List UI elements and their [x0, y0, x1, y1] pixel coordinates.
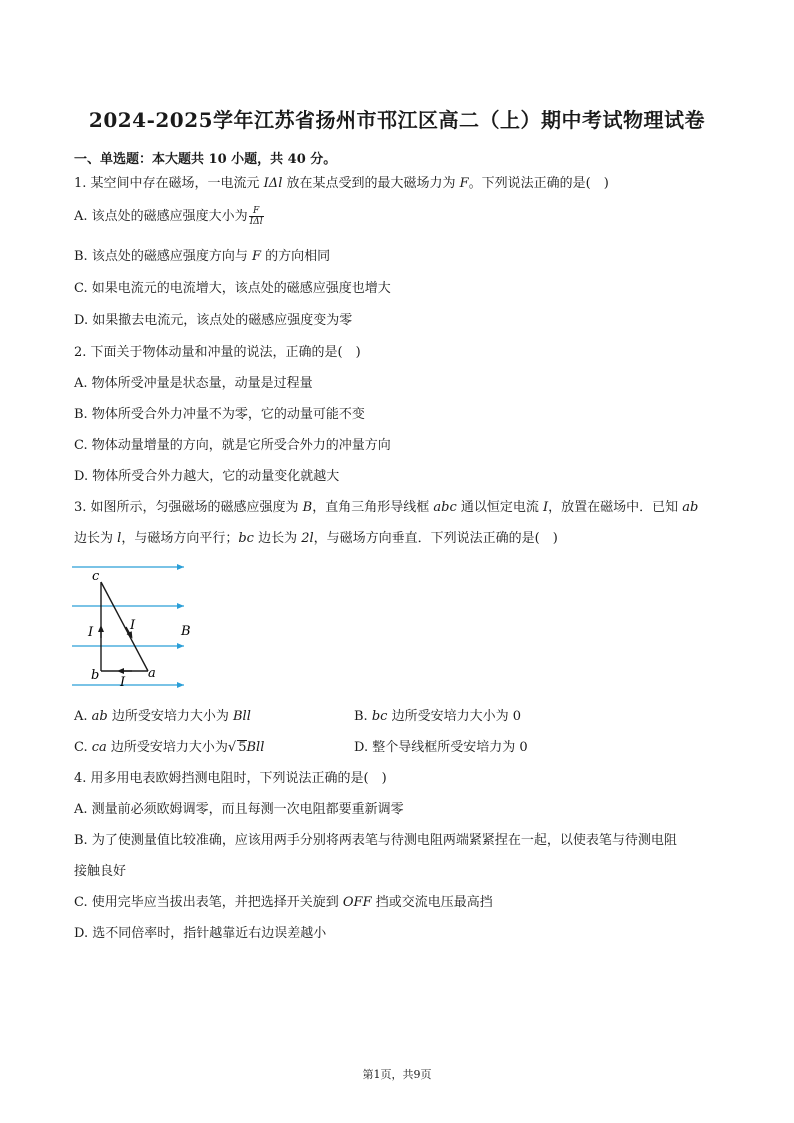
fraction: $\frac{F}{\text{IΔl}}$ — [249, 206, 263, 227]
q2-option-b: B. 物体所受合外力冲量不为零，它的动量可能不变 — [74, 407, 365, 422]
field-label-B: B — [181, 624, 191, 639]
vertex-label-a: a — [148, 666, 156, 681]
q1-option-d: D. 如果撤去电流元，该点处的磁感应强度变为零 — [74, 313, 353, 328]
q2-option-d: D. 物体所受合外力越大，它的动量变化就越大 — [74, 469, 340, 484]
q2-stem: 2. 下面关于物体动量和冲量的说法，正确的是( ) — [74, 345, 361, 360]
q2-option-c: C. 物体动量增量的方向，就是它所受合外力的冲量方向 — [74, 438, 391, 453]
q3-option-a: A. ab 边所受安培力大小为 Bll — [74, 709, 251, 724]
wire-triangle — [101, 582, 148, 671]
q3-option-b: B. bc 边所受安培力大小为 0 — [354, 709, 521, 724]
q3-figure — [70, 560, 200, 695]
q3-stem-line2: 边长为 l，与磁场方向平行；bc 边长为 2l，与磁场方向垂直．下列说法正确的是( ) — [74, 531, 558, 546]
section-heading: 一、单选题：本大题共 10 小题，共 40 分。 — [74, 152, 337, 167]
q4-option-a: A. 测量前必须欧姆调零，而且每测一次电阻都要重新调零 — [74, 802, 404, 817]
q4-option-d: D. 选不同倍率时，指针越靠近右边误差越小 — [74, 926, 327, 941]
current-label-hyp: I — [130, 618, 136, 633]
q4-stem: 4. 用多用电表欧姆挡测电阻时，下列说法正确的是( ) — [74, 771, 387, 786]
q3-option-c: C. ca 边所受安培力大小为√ 5Bll — [74, 740, 265, 755]
sqrt-radicand: 5 — [238, 740, 247, 755]
q1-option-c: C. 如果电流元的电流增大，该点处的磁感应强度也增大 — [74, 281, 391, 296]
q4-option-b-line1: B. 为了使测量值比较准确，应该用两手分别将两表笔与待测电阻两端紧紧捏在一起，以使表笔与待测电阻 — [74, 833, 677, 848]
q2-option-a: A. 物体所受冲量是状态量，动量是过程量 — [74, 376, 313, 391]
q1-option-a: A. 该点处的磁感应强度大小为 $\frac{F}{\text{IΔl}}$ — [74, 206, 263, 227]
q1-stem: 1. 某空间中存在磁场，一电流元 IΔl 放在某点受到的最大磁场力为 F。下列说法正确的是( ) — [74, 176, 609, 191]
q4-option-b-line2: 接触良好 — [74, 864, 127, 879]
current-label-bottom: I — [120, 675, 126, 690]
q1-option-b: B. 该点处的磁感应强度方向与 F 的方向相同 — [74, 249, 331, 264]
exam-title: 2024-2025学年江苏省扬州市邗江区高二（上）期中考试物理试卷 — [88, 108, 706, 132]
current-label-left: I — [88, 625, 94, 640]
q3-stem-line1: 3. 如图所示，匀强磁场的磁感应强度为 B，直角三角形导线框 abc 通以恒定电流 I，放置在磁场中．已知 ab — [74, 500, 699, 515]
sqrt-symbol: √ — [227, 740, 237, 755]
q4-option-c: C. 使用完毕应当拔出表笔，并把选择开关旋到 OFF 挡或交流电压最高挡 — [74, 895, 493, 910]
q3-option-d: D. 整个导线框所受安培力为 0 — [354, 740, 528, 755]
page-footer: 第1页，共9页 — [362, 1068, 432, 1081]
vertex-label-b: b — [91, 668, 100, 683]
vertex-label-c: c — [92, 569, 100, 584]
